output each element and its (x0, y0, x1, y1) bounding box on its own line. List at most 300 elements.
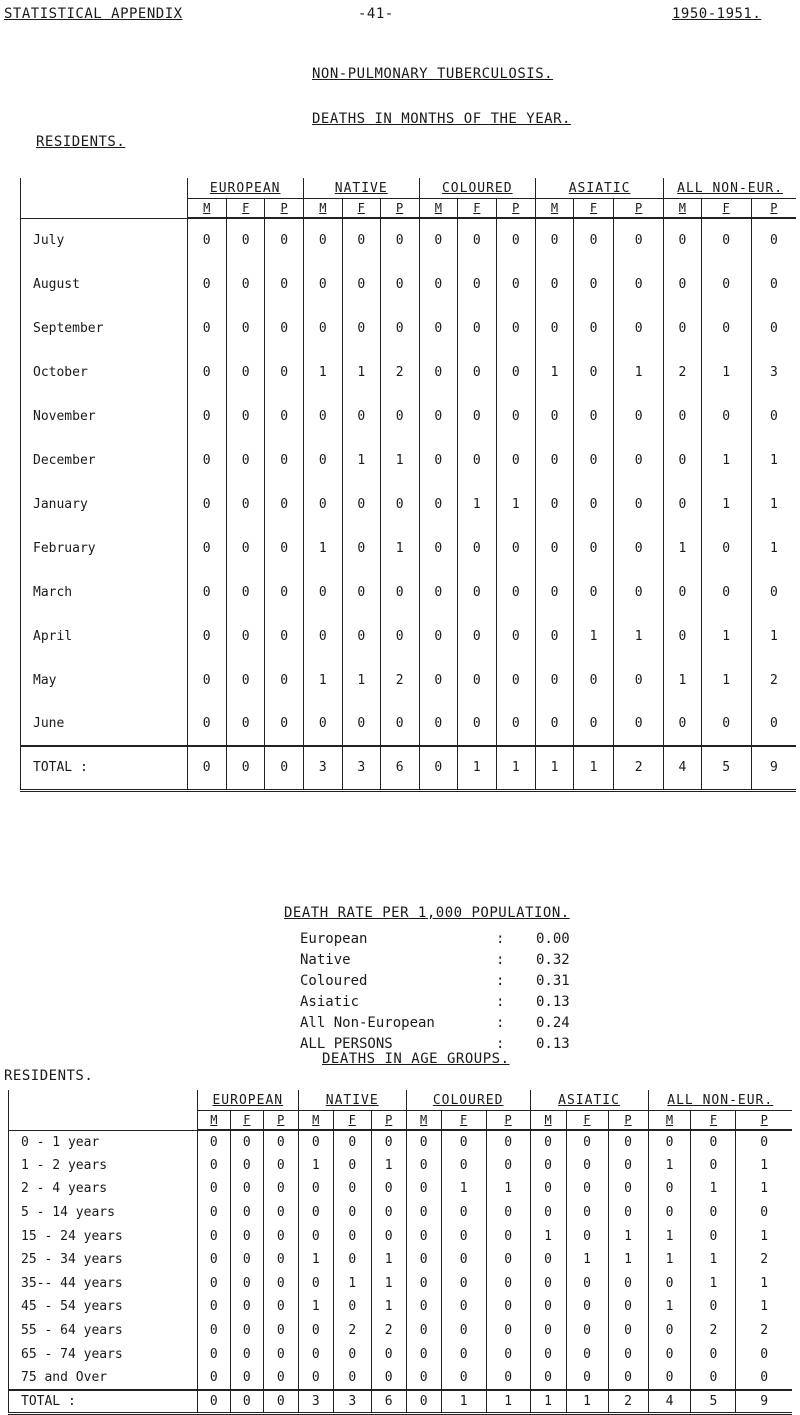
count-cell: 0 (197, 1295, 230, 1319)
month-sex-header: M (535, 199, 573, 219)
count-cell: 0 (574, 350, 614, 394)
count-cell: 0 (458, 438, 496, 482)
count-cell: 0 (441, 1366, 486, 1390)
count-cell: 0 (298, 1224, 333, 1248)
rate-row (300, 992, 596, 1013)
count-cell: 0 (574, 482, 614, 526)
count-cell: 0 (751, 218, 796, 262)
count-cell: 0 (574, 438, 614, 482)
count-cell: 0 (230, 1130, 263, 1154)
month-sex-header: M (664, 199, 701, 219)
count-cell: 0 (333, 1130, 371, 1154)
count-cell: 1 (751, 482, 796, 526)
rate-value: 0.00 (536, 931, 570, 947)
count-cell: 0 (406, 1390, 441, 1414)
row-label: 1 - 2 years (9, 1154, 198, 1178)
count-cell: 1 (496, 482, 535, 526)
count-cell: 0 (664, 306, 701, 350)
count-cell: 0 (736, 1342, 792, 1366)
rate-value: 0.13 (536, 994, 570, 1010)
row-label: January (21, 482, 188, 526)
count-cell: 0 (187, 526, 226, 570)
count-cell: 0 (458, 350, 496, 394)
count-cell: 0 (406, 1130, 441, 1154)
count-cell: 2 (736, 1319, 792, 1343)
count-cell: 2 (371, 1319, 406, 1343)
count-cell: 6 (380, 746, 419, 790)
count-cell: 0 (197, 1248, 230, 1272)
month-sex-header: F (226, 199, 264, 219)
age-row (9, 1342, 793, 1366)
page-number: -41- (358, 6, 394, 22)
count-cell: 2 (751, 658, 796, 702)
count-cell: 0 (226, 746, 264, 790)
count-cell: 0 (187, 702, 226, 746)
count-cell: 0 (419, 658, 457, 702)
count-cell: 2 (691, 1319, 736, 1343)
count-cell: 0 (751, 394, 796, 438)
count-cell: 0 (613, 526, 663, 570)
count-cell: 0 (342, 394, 380, 438)
count-cell: 0 (566, 1130, 608, 1154)
count-cell: 0 (419, 350, 457, 394)
age-sex-header: F (566, 1111, 608, 1131)
count-cell: 0 (691, 1366, 736, 1390)
count-cell: 0 (406, 1295, 441, 1319)
rate-value: 0.13 (536, 1036, 570, 1052)
count-cell: 0 (566, 1342, 608, 1366)
residents-label-2: RESIDENTS. (4, 1068, 94, 1084)
count-cell: 0 (265, 218, 303, 262)
count-cell: 0 (496, 614, 535, 658)
count-cell: 0 (303, 614, 342, 658)
count-cell: 1 (608, 1248, 648, 1272)
count-cell: 1 (342, 658, 380, 702)
count-cell: 0 (406, 1319, 441, 1343)
row-label: 75 and Over (9, 1366, 198, 1390)
count-cell: 0 (566, 1272, 608, 1296)
count-cell: 0 (566, 1154, 608, 1178)
row-label: 55 - 64 years (9, 1319, 198, 1343)
count-cell: 0 (298, 1130, 333, 1154)
age-sex-header: F (691, 1111, 736, 1131)
count-cell: 5 (691, 1390, 736, 1414)
count-cell: 0 (486, 1295, 530, 1319)
count-cell: 1 (380, 526, 419, 570)
group-european: EUROPEAN (187, 178, 303, 199)
month-row (21, 438, 797, 482)
count-cell: 0 (496, 570, 535, 614)
count-cell: 1 (298, 1154, 333, 1178)
count-cell: 0 (441, 1342, 486, 1366)
month-row (21, 262, 797, 306)
count-cell: 0 (458, 614, 496, 658)
count-cell: 0 (265, 658, 303, 702)
count-cell: 0 (187, 218, 226, 262)
count-cell: 0 (701, 702, 751, 746)
count-cell: 0 (535, 438, 573, 482)
count-cell: 0 (265, 526, 303, 570)
count-cell: 0 (701, 306, 751, 350)
age-sex-header: F (441, 1111, 486, 1131)
count-cell: 0 (226, 614, 264, 658)
row-label: 5 - 14 years (9, 1201, 198, 1225)
rate-colon: : (496, 931, 505, 947)
count-cell: 0 (574, 218, 614, 262)
age-sex-header: M (298, 1111, 333, 1131)
count-cell: 0 (691, 1342, 736, 1366)
count-cell: 0 (441, 1201, 486, 1225)
age-total-row (9, 1390, 793, 1414)
count-cell: 1 (664, 658, 701, 702)
age-sex-header: M (406, 1111, 441, 1131)
count-cell: 0 (530, 1366, 566, 1390)
count-cell: 0 (486, 1319, 530, 1343)
age-row (9, 1224, 793, 1248)
row-label: June (21, 702, 188, 746)
count-cell: 0 (342, 702, 380, 746)
month-sex-header: P (613, 199, 663, 219)
count-cell: 0 (648, 1177, 691, 1201)
count-cell: 0 (371, 1177, 406, 1201)
count-cell: 0 (613, 482, 663, 526)
count-cell: 3 (333, 1390, 371, 1414)
count-cell: 0 (613, 262, 663, 306)
age-sex-header: M (648, 1111, 691, 1131)
count-cell: 0 (701, 394, 751, 438)
rates-heading: DEATH RATE PER 1,000 POPULATION. (284, 905, 570, 921)
month-row (21, 658, 797, 702)
count-cell: 0 (419, 702, 457, 746)
count-cell: 1 (441, 1177, 486, 1201)
count-cell: 0 (406, 1177, 441, 1201)
rate-name: All Non-European (300, 1015, 435, 1031)
count-cell: 0 (197, 1272, 230, 1296)
group-header-row-2 (9, 1090, 793, 1111)
count-cell: 0 (187, 482, 226, 526)
count-cell: 0 (333, 1248, 371, 1272)
count-cell: 1 (486, 1177, 530, 1201)
count-cell: 0 (230, 1390, 263, 1414)
count-cell: 0 (230, 1366, 263, 1390)
count-cell: 0 (226, 702, 264, 746)
count-cell: 0 (230, 1319, 263, 1343)
count-cell: 1 (691, 1272, 736, 1296)
count-cell: 0 (691, 1224, 736, 1248)
count-cell: 0 (226, 482, 264, 526)
rate-value: 0.31 (536, 973, 570, 989)
count-cell: 0 (187, 570, 226, 614)
age-sex-header: F (333, 1111, 371, 1131)
count-cell: 0 (265, 262, 303, 306)
count-cell: 0 (226, 262, 264, 306)
rate-value: 0.24 (536, 1015, 570, 1031)
count-cell: 0 (197, 1342, 230, 1366)
count-cell: 0 (751, 570, 796, 614)
count-cell: 0 (530, 1319, 566, 1343)
count-cell: 0 (263, 1295, 298, 1319)
count-cell: 0 (486, 1272, 530, 1296)
count-cell: 0 (701, 526, 751, 570)
row-label: 0 - 1 year (9, 1130, 198, 1154)
row-label: May (21, 658, 188, 702)
count-cell: 0 (380, 482, 419, 526)
count-cell: 0 (664, 262, 701, 306)
count-cell: 0 (664, 614, 701, 658)
count-cell: 1 (566, 1390, 608, 1414)
count-cell: 0 (265, 614, 303, 658)
group-asiatic: ASIATIC (535, 178, 663, 199)
count-cell: 0 (298, 1177, 333, 1201)
count-cell: 1 (648, 1154, 691, 1178)
month-row (21, 482, 797, 526)
month-total-row (21, 746, 797, 790)
count-cell: 0 (371, 1130, 406, 1154)
row-label: December (21, 438, 188, 482)
count-cell: 0 (333, 1177, 371, 1201)
rate-colon: : (496, 1015, 505, 1031)
count-cell: 0 (303, 702, 342, 746)
count-cell: 1 (535, 746, 573, 790)
count-cell: 0 (419, 482, 457, 526)
count-cell: 0 (263, 1366, 298, 1390)
group-all-non-eur-2: ALL NON-EUR. (648, 1090, 792, 1111)
count-cell: 0 (736, 1201, 792, 1225)
count-cell: 1 (458, 482, 496, 526)
months-table (20, 178, 796, 792)
count-cell: 0 (298, 1366, 333, 1390)
rate-name: ALL PERSONS (300, 1036, 393, 1052)
count-cell: 0 (419, 570, 457, 614)
count-cell: 0 (380, 218, 419, 262)
count-cell: 0 (263, 1390, 298, 1414)
count-cell: 1 (298, 1248, 333, 1272)
count-cell: 0 (197, 1177, 230, 1201)
count-cell: 0 (197, 1390, 230, 1414)
rate-colon: : (496, 994, 505, 1010)
count-cell: 0 (333, 1342, 371, 1366)
count-cell: 0 (342, 218, 380, 262)
count-cell: 0 (608, 1130, 648, 1154)
count-cell: 0 (342, 482, 380, 526)
month-row (21, 350, 797, 394)
count-cell: 0 (496, 350, 535, 394)
count-cell: 0 (566, 1366, 608, 1390)
count-cell: 1 (303, 658, 342, 702)
count-cell: 1 (691, 1177, 736, 1201)
count-cell: 0 (691, 1295, 736, 1319)
count-cell: 0 (486, 1342, 530, 1366)
count-cell: 3 (342, 746, 380, 790)
count-cell: 1 (736, 1272, 792, 1296)
count-cell: 0 (496, 218, 535, 262)
count-cell: 0 (197, 1201, 230, 1225)
count-cell: 0 (419, 746, 457, 790)
count-cell: 0 (303, 438, 342, 482)
count-cell: 0 (371, 1366, 406, 1390)
count-cell: 0 (226, 570, 264, 614)
count-cell: 1 (371, 1154, 406, 1178)
count-cell: 0 (263, 1130, 298, 1154)
age-sex-header: P (263, 1111, 298, 1131)
count-cell: 1 (608, 1224, 648, 1248)
count-cell: 0 (333, 1154, 371, 1178)
count-cell: 0 (608, 1319, 648, 1343)
count-cell: 0 (406, 1201, 441, 1225)
count-cell: 0 (380, 570, 419, 614)
count-cell: 0 (187, 746, 226, 790)
count-cell: 0 (263, 1319, 298, 1343)
count-cell: 0 (197, 1130, 230, 1154)
count-cell: 1 (333, 1272, 371, 1296)
age-row (9, 1201, 793, 1225)
age-heading: DEATHS IN AGE GROUPS. (322, 1051, 510, 1067)
count-cell: 0 (530, 1342, 566, 1366)
count-cell: 0 (648, 1130, 691, 1154)
count-cell: 0 (230, 1342, 263, 1366)
count-cell: 0 (265, 482, 303, 526)
count-cell: 1 (458, 746, 496, 790)
count-cell: 0 (441, 1154, 486, 1178)
count-cell: 0 (419, 526, 457, 570)
count-cell: 0 (486, 1248, 530, 1272)
count-cell: 0 (613, 394, 663, 438)
rate-name: Asiatic (300, 994, 360, 1010)
count-cell: 2 (664, 350, 701, 394)
count-cell: 1 (496, 746, 535, 790)
count-cell: 1 (303, 526, 342, 570)
count-cell: 0 (380, 306, 419, 350)
month-sex-header: P (380, 199, 419, 219)
count-cell: 0 (187, 394, 226, 438)
rate-row (300, 950, 596, 971)
group-coloured-2: COLOURED (406, 1090, 530, 1111)
count-cell: 0 (333, 1295, 371, 1319)
count-cell: 1 (486, 1390, 530, 1414)
age-row (9, 1295, 793, 1319)
rate-colon: : (496, 1036, 505, 1052)
count-cell: 0 (530, 1272, 566, 1296)
count-cell: 0 (648, 1201, 691, 1225)
count-cell: 0 (608, 1201, 648, 1225)
count-cell: 0 (664, 570, 701, 614)
month-sex-header: P (265, 199, 303, 219)
count-cell: 0 (751, 702, 796, 746)
count-cell: 1 (664, 526, 701, 570)
age-sex-header: P (371, 1111, 406, 1131)
count-cell: 0 (419, 262, 457, 306)
count-cell: 0 (342, 570, 380, 614)
count-cell: 4 (648, 1390, 691, 1414)
count-cell: 0 (406, 1366, 441, 1390)
age-row (9, 1130, 793, 1154)
count-cell: 0 (230, 1177, 263, 1201)
count-cell: 0 (648, 1319, 691, 1343)
count-cell: 0 (342, 526, 380, 570)
count-cell: 0 (441, 1319, 486, 1343)
appendix-title: STATISTICAL APPENDIX (4, 6, 183, 22)
age-sex-header: P (608, 1111, 648, 1131)
count-cell: 0 (197, 1154, 230, 1178)
rate-name: Native (300, 952, 351, 968)
row-label: November (21, 394, 188, 438)
count-cell: 1 (380, 438, 419, 482)
count-cell: 0 (751, 262, 796, 306)
count-cell: 2 (380, 658, 419, 702)
group-coloured: COLOURED (419, 178, 535, 199)
count-cell: 0 (371, 1201, 406, 1225)
count-cell: 3 (303, 746, 342, 790)
count-cell: 0 (226, 306, 264, 350)
age-row (9, 1177, 793, 1201)
count-cell: 0 (613, 702, 663, 746)
blank-corner (21, 178, 188, 218)
count-cell: 0 (608, 1154, 648, 1178)
count-cell: 0 (230, 1272, 263, 1296)
count-cell: 0 (701, 262, 751, 306)
count-cell: 0 (406, 1248, 441, 1272)
count-cell: 1 (648, 1295, 691, 1319)
row-label: April (21, 614, 188, 658)
count-cell: 0 (691, 1154, 736, 1178)
count-cell: 0 (530, 1295, 566, 1319)
count-cell: 0 (608, 1366, 648, 1390)
count-cell: 0 (613, 570, 663, 614)
count-cell: 0 (608, 1342, 648, 1366)
count-cell: 0 (187, 350, 226, 394)
group-header-row (21, 178, 797, 199)
count-cell: 0 (265, 438, 303, 482)
count-cell: 0 (736, 1130, 792, 1154)
count-cell: 1 (574, 614, 614, 658)
month-row (21, 614, 797, 658)
residents-label-1: RESIDENTS. (36, 134, 126, 150)
month-row (21, 306, 797, 350)
count-cell: 1 (751, 526, 796, 570)
count-cell: 0 (419, 614, 457, 658)
total-label: TOTAL : (9, 1390, 198, 1414)
total-label: TOTAL : (21, 746, 188, 790)
count-cell: 0 (303, 306, 342, 350)
row-label: 2 - 4 years (9, 1177, 198, 1201)
age-row (9, 1366, 793, 1390)
count-cell: 0 (496, 262, 535, 306)
count-cell: 0 (530, 1201, 566, 1225)
count-cell: 1 (574, 746, 614, 790)
age-row (9, 1154, 793, 1178)
age-row (9, 1248, 793, 1272)
rate-colon: : (496, 952, 505, 968)
group-native-2: NATIVE (298, 1090, 406, 1111)
count-cell: 0 (648, 1342, 691, 1366)
count-cell: 1 (701, 482, 751, 526)
count-cell: 0 (486, 1366, 530, 1390)
count-cell: 0 (263, 1201, 298, 1225)
count-cell: 0 (298, 1272, 333, 1296)
count-cell: 0 (342, 262, 380, 306)
count-cell: 0 (265, 570, 303, 614)
count-cell: 0 (371, 1224, 406, 1248)
count-cell: 9 (751, 746, 796, 790)
count-cell: 0 (608, 1272, 648, 1296)
age-row (9, 1319, 793, 1343)
count-cell: 0 (265, 702, 303, 746)
count-cell: 0 (566, 1295, 608, 1319)
count-cell: 1 (751, 614, 796, 658)
count-cell: 0 (458, 394, 496, 438)
count-cell: 0 (648, 1272, 691, 1296)
count-cell: 0 (496, 306, 535, 350)
